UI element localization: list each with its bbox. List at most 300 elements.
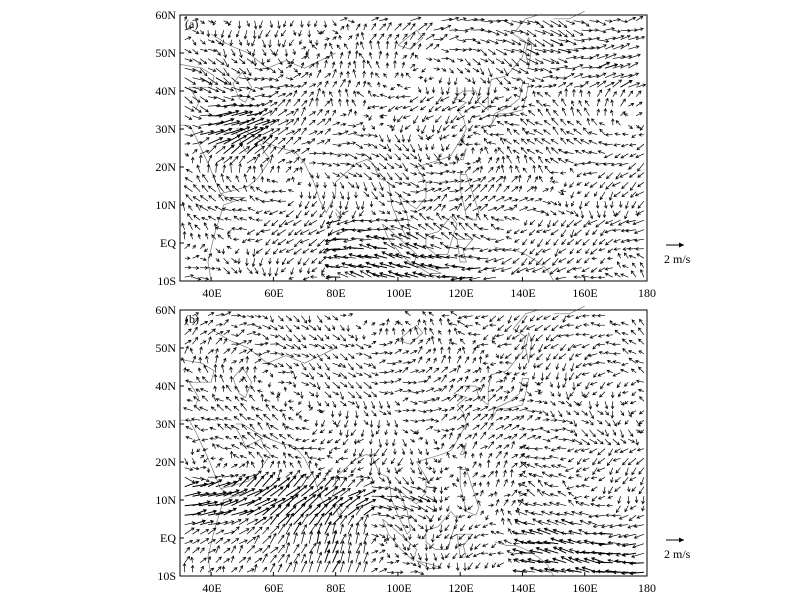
wind-arrow-icon (515, 344, 520, 350)
wind-arrow-icon (362, 125, 365, 131)
wind-arrow-icon (385, 329, 388, 335)
wind-arrow-icon (403, 389, 411, 392)
wind-arrow-icon (537, 354, 543, 360)
wind-arrow-icon (309, 98, 313, 106)
wind-arrow-icon (184, 186, 192, 192)
wind-arrow-icon (530, 354, 535, 358)
wind-arrow-icon (422, 68, 426, 72)
wind-arrow-icon (496, 462, 500, 468)
wind-arrow-icon (519, 197, 527, 201)
wind-arrow-icon (330, 98, 333, 106)
wind-arrow-icon (418, 154, 421, 162)
wind-arrow-icon (636, 439, 639, 445)
coastline (460, 148, 466, 159)
wind-arrow-icon (488, 125, 496, 128)
wind-arrow-icon (497, 563, 504, 567)
wind-arrow-icon (449, 417, 456, 420)
wind-arrow-icon (257, 452, 262, 458)
wind-arrow-icon (418, 553, 421, 560)
wind-arrow-icon (270, 325, 277, 330)
wind-arrow-icon (557, 382, 560, 388)
wind-arrow-icon (448, 106, 457, 110)
wind-arrow-icon (574, 129, 582, 135)
wind-arrow-icon (551, 148, 558, 154)
wind-arrow-icon (606, 133, 613, 136)
wind-arrow-icon (270, 461, 273, 468)
wind-arrow-icon (288, 201, 294, 206)
wind-arrow-icon (215, 349, 218, 354)
wind-arrow-icon (552, 181, 558, 184)
wind-arrow-icon (278, 325, 283, 328)
wind-arrow-icon (410, 97, 418, 102)
wind-arrow-icon (434, 389, 442, 392)
wind-arrow-icon (401, 218, 410, 221)
wind-arrow-icon (628, 17, 635, 21)
wind-arrow-icon (578, 540, 590, 543)
wind-arrow-icon (216, 530, 224, 534)
wind-arrow-icon (574, 430, 577, 437)
wind-arrow-icon (542, 492, 551, 497)
wind-arrow-icon (583, 458, 590, 461)
wind-arrow-icon (379, 371, 387, 374)
wind-arrow-icon (514, 316, 519, 320)
wind-arrow-icon (596, 515, 605, 518)
wind-arrow-icon (581, 502, 590, 505)
wind-arrow-icon (535, 210, 544, 213)
wind-arrow-icon (426, 58, 432, 61)
wind-arrow-icon (208, 49, 216, 52)
latitude-labels (155, 8, 176, 288)
wind-arrow-icon (340, 123, 346, 126)
wind-arrow-icon (280, 211, 286, 214)
wind-arrow-icon (379, 135, 383, 142)
wind-arrow-icon (264, 220, 270, 226)
wind-arrow-icon (278, 485, 289, 496)
wind-arrow-icon (193, 337, 198, 344)
wind-arrow-icon (301, 363, 306, 370)
wind-arrow-icon (401, 73, 404, 77)
wind-arrow-icon (234, 406, 239, 410)
wind-arrow-icon (452, 265, 465, 268)
wind-arrow-icon (434, 188, 442, 192)
wind-arrow-icon (410, 106, 418, 111)
wind-arrow-icon (445, 496, 449, 500)
wind-arrow-icon (286, 99, 290, 106)
wind-arrow-icon (348, 20, 354, 23)
wind-arrow-icon (442, 435, 446, 440)
wind-arrow-icon (191, 449, 194, 455)
wind-arrow-icon (577, 382, 582, 386)
wind-arrow-icon (208, 96, 216, 99)
wind-arrow-icon (597, 90, 601, 97)
wind-arrow-icon (348, 392, 355, 398)
wind-arrow-icon (340, 18, 347, 21)
wind-arrow-icon (270, 68, 275, 73)
wind-arrow-icon (267, 179, 270, 182)
wind-arrow-icon (270, 91, 278, 96)
wind-arrow-icon (209, 196, 216, 202)
wind-arrow-icon (471, 454, 474, 459)
wind-arrow-icon (231, 314, 240, 317)
wind-arrow-icon (294, 109, 299, 116)
wind-arrow-icon (557, 268, 566, 272)
wind-arrow-icon (425, 553, 428, 561)
wind-arrow-icon (530, 316, 535, 321)
wind-arrow-icon (224, 548, 230, 553)
wind-arrow-icon (301, 382, 308, 385)
wind-arrow-icon (449, 198, 458, 201)
wind-arrow-icon (533, 166, 536, 173)
lon-label: 60E (264, 581, 284, 595)
wind-arrow-icon (356, 134, 364, 137)
wind-arrow-icon (278, 335, 285, 340)
wind-arrow-icon (538, 239, 543, 247)
wind-arrow-icon (317, 401, 321, 406)
wind-arrow-icon (387, 381, 394, 384)
wind-arrow-icon (624, 114, 628, 117)
wind-arrow-icon (418, 207, 425, 211)
wind-arrow-icon (496, 206, 504, 211)
wind-arrow-icon (185, 556, 190, 562)
wind-arrow-icon (488, 185, 494, 192)
wind-arrow-icon (398, 458, 403, 465)
wind-arrow-icon (558, 465, 566, 468)
wind-arrow-icon (185, 134, 193, 137)
wind-arrow-icon (395, 24, 402, 31)
wind-arrow-icon (440, 468, 443, 474)
wind-arrow-icon (270, 102, 277, 106)
wind-arrow-icon (638, 163, 644, 171)
wind-arrow-icon (434, 439, 437, 444)
wind-arrow-icon (527, 140, 535, 145)
wind-arrow-icon (625, 211, 629, 219)
wind-arrow-icon (188, 388, 192, 391)
wind-arrow-icon (185, 477, 195, 483)
wind-arrow-icon (208, 40, 214, 43)
wind-arrow-icon (319, 467, 325, 470)
wind-arrow-icon (615, 154, 621, 158)
wind-arrow-icon (283, 21, 286, 27)
wind-arrow-icon (193, 40, 196, 45)
wind-arrow-icon (347, 325, 350, 331)
wind-arrow-icon (374, 246, 387, 249)
wind-arrow-icon (589, 401, 592, 409)
wind-arrow-icon (286, 131, 295, 135)
wind-arrow-icon (379, 569, 387, 573)
wind-arrow-icon (395, 73, 398, 78)
wind-arrow-icon (640, 270, 644, 278)
wind-arrow-icon (406, 321, 411, 325)
wind-arrow-icon (338, 468, 341, 473)
wind-arrow-icon (231, 464, 237, 467)
wind-arrow-icon (361, 32, 364, 39)
wind-arrow-icon (200, 455, 204, 458)
wind-arrow-icon (195, 225, 200, 230)
wind-arrow-icon (387, 144, 391, 151)
wind-arrow-icon (309, 84, 316, 87)
wind-arrow-icon (496, 451, 501, 458)
wind-arrow-icon (224, 417, 231, 420)
wind-arrow-icon (340, 182, 343, 188)
wind-arrow-icon (324, 21, 327, 28)
wind-arrow-icon (519, 382, 525, 386)
wind-arrow-icon (276, 258, 279, 264)
wind-arrow-icon (447, 453, 450, 459)
wind-arrow-icon (566, 334, 574, 337)
wind-arrow-icon (440, 347, 443, 354)
wind-arrow-icon (246, 367, 249, 373)
wind-arrow-icon (574, 74, 583, 78)
wind-arrow-icon (387, 515, 395, 519)
wind-arrow-icon (312, 45, 317, 49)
wind-arrow-icon (446, 553, 450, 558)
wind-arrow-icon (583, 239, 590, 245)
wind-arrow-icon (340, 26, 344, 30)
wind-arrow-icon (618, 420, 621, 425)
wind-arrow-icon (496, 446, 502, 449)
wind-arrow-icon (527, 399, 533, 402)
wind-arrow-icon (479, 357, 482, 364)
wind-arrow-icon (200, 258, 206, 261)
wind-arrow-icon (464, 563, 467, 571)
wind-arrow-icon (534, 503, 543, 506)
wind-arrow-icon (570, 168, 574, 172)
wind-arrow-icon (522, 344, 528, 349)
lat-label: 30N (155, 122, 176, 136)
wind-arrow-icon (616, 506, 620, 513)
wind-arrow-icon (395, 401, 400, 405)
wind-arrow-icon (268, 268, 271, 276)
wind-arrow-icon (278, 535, 284, 544)
wind-arrow-icon (576, 239, 582, 244)
wind-arrow-icon (597, 411, 603, 415)
wind-arrow-icon (314, 21, 317, 27)
wind-arrow-icon (263, 158, 269, 163)
wind-arrow-icon (224, 320, 229, 326)
wind-arrow-icon (589, 151, 597, 154)
wind-arrow-icon (410, 439, 414, 442)
wind-arrow-icon (480, 196, 487, 201)
wind-arrow-icon (410, 570, 417, 573)
wind-arrow-icon (364, 344, 372, 347)
wind-arrow-icon (224, 331, 230, 335)
wind-arrow-icon (593, 239, 597, 245)
wind-arrow-icon (600, 392, 605, 397)
wind-arrow-icon (211, 457, 216, 460)
wind-arrow-icon (388, 96, 395, 99)
wind-arrow-icon (193, 477, 204, 480)
wind-arrow-icon (213, 21, 216, 25)
wind-arrow-icon (247, 331, 256, 334)
wind-arrow-icon (597, 99, 600, 106)
wind-arrow-icon (333, 344, 338, 348)
wind-arrow-icon (290, 463, 294, 468)
wind-arrow-icon (488, 423, 493, 430)
wind-arrow-icon (623, 133, 629, 136)
map-panel-b (0, 298, 800, 596)
wind-arrow-icon (586, 230, 589, 236)
wind-arrow-icon (410, 468, 414, 473)
wind-arrow-icon (443, 125, 449, 130)
wind-arrow-icon (426, 154, 429, 160)
wind-arrow-icon (304, 419, 309, 422)
wind-arrow-icon (545, 159, 550, 163)
wind-arrow-icon (356, 24, 360, 30)
wind-arrow-icon (294, 354, 301, 357)
wind-arrow-icon (426, 398, 435, 401)
wind-arrow-icon (418, 144, 421, 151)
wind-arrow-icon (567, 315, 574, 318)
wind-arrow-icon (200, 21, 204, 24)
wind-arrow-icon (524, 155, 527, 163)
wind-arrow-icon (189, 222, 193, 229)
wind-arrow-icon (300, 230, 309, 235)
wind-arrow-icon (465, 435, 472, 439)
wind-arrow-icon (186, 426, 193, 429)
wind-arrow-icon (253, 30, 256, 39)
wind-arrow-icon (410, 24, 415, 31)
wind-arrow-icon (224, 49, 227, 57)
wind-arrow-icon (561, 220, 566, 226)
wind-arrow-icon (554, 110, 559, 115)
wind-arrow-icon (474, 553, 481, 556)
wind-arrow-icon (403, 562, 410, 565)
wind-arrow-icon (288, 454, 293, 458)
lon-label: 40E (202, 286, 222, 298)
wind-arrow-icon (376, 430, 379, 434)
wind-arrow-icon (631, 382, 636, 385)
wind-arrow-icon (330, 92, 333, 97)
wind-arrow-icon (418, 534, 421, 539)
wind-arrow-icon (216, 158, 224, 164)
wind-arrow-icon (449, 48, 458, 51)
wind-arrow-icon (183, 563, 186, 572)
wind-arrow-icon (193, 266, 199, 269)
wind-arrow-icon (241, 403, 247, 410)
coastline (180, 359, 214, 405)
wind-arrow-icon (294, 544, 299, 553)
wind-arrow-icon (542, 139, 551, 144)
wind-arrow-icon (573, 267, 581, 270)
wind-arrow-icon (448, 78, 451, 85)
wind-arrow-icon (346, 411, 349, 419)
wind-arrow-icon (355, 411, 358, 418)
wind-arrow-icon (496, 354, 499, 358)
wind-arrow-icon (258, 422, 263, 429)
wind-arrow-icon (636, 247, 644, 250)
wind-arrow-icon (263, 554, 268, 563)
wind-arrow-icon (504, 68, 508, 76)
wind-arrow-icon (421, 106, 426, 110)
wind-arrow-icon (394, 430, 397, 435)
wind-arrow-icon (614, 192, 621, 197)
wind-arrow-icon (231, 325, 237, 328)
wind-arrow-icon (465, 78, 471, 82)
wind-arrow-icon (523, 168, 527, 173)
wind-arrow-icon (225, 406, 231, 411)
wind-arrow-icon (410, 17, 420, 21)
wind-arrow-icon (229, 163, 232, 173)
wind-arrow-icon (487, 482, 490, 487)
wind-arrow-icon (410, 182, 419, 187)
wind-arrow-icon (341, 457, 349, 460)
wind-arrow-icon (317, 30, 321, 34)
wind-arrow-icon (364, 490, 376, 496)
wind-arrow-icon (598, 151, 605, 154)
wind-arrow-icon (301, 447, 309, 450)
wind-arrow-icon (627, 487, 630, 492)
wind-arrow-icon (480, 351, 484, 354)
wind-arrow-icon (611, 201, 614, 208)
wind-arrow-icon (522, 354, 527, 359)
wind-arrow-icon (356, 344, 364, 349)
wind-arrow-icon (387, 23, 391, 31)
wind-arrow-icon (551, 171, 559, 174)
wind-arrow-icon (348, 132, 357, 135)
wind-arrow-icon (356, 373, 362, 376)
wind-arrow-icon (360, 244, 372, 249)
wind-arrow-icon (294, 335, 301, 342)
wind-arrow-icon (207, 468, 210, 473)
wind-arrow-icon (609, 487, 613, 494)
wind-arrow-icon (210, 437, 216, 440)
wind-arrow-icon (200, 539, 209, 544)
wind-arrow-icon (247, 68, 251, 75)
wind-arrow-icon (457, 415, 464, 421)
wind-arrow-icon (487, 78, 490, 84)
wind-arrow-icon (592, 496, 597, 501)
wind-arrow-icon (296, 427, 302, 430)
wind-arrow-icon (522, 97, 527, 101)
wind-arrow-icon (270, 335, 278, 338)
wind-arrow-icon (245, 258, 248, 265)
wind-arrow-icon (630, 154, 636, 157)
wind-arrow-icon (232, 227, 239, 230)
wind-arrow-icon (372, 559, 376, 563)
wind-arrow-icon (469, 125, 473, 131)
wind-arrow-icon (255, 527, 262, 534)
wind-arrow-icon (416, 430, 419, 435)
wind-arrow-icon (402, 62, 405, 68)
wind-arrow-icon (278, 545, 284, 553)
wind-arrow-icon (289, 400, 294, 403)
wind-arrow-icon (488, 494, 493, 497)
wind-arrow-icon (224, 59, 229, 67)
wind-arrow-icon (546, 335, 550, 341)
wind-arrow-icon (395, 553, 399, 557)
wind-arrow-icon (392, 439, 395, 446)
wind-arrow-icon (606, 342, 613, 345)
wind-arrow-icon (481, 552, 488, 555)
wind-arrow-icon (309, 152, 316, 155)
wind-arrow-icon (542, 511, 551, 515)
wind-arrow-icon (410, 563, 416, 566)
wind-arrow-icon (309, 220, 317, 225)
wind-arrow-icon (329, 468, 333, 473)
wind-arrow-icon (340, 363, 345, 367)
wind-arrow-icon (247, 417, 254, 420)
wind-arrow-icon (294, 392, 300, 395)
wind-arrow-icon (457, 378, 462, 382)
wind-arrow-icon (325, 472, 328, 477)
wind-arrow-icon (270, 166, 273, 172)
wind-arrow-icon (231, 59, 237, 63)
wind-arrow-icon (628, 439, 634, 442)
wind-arrow-icon (618, 253, 621, 258)
wind-arrow-icon (619, 163, 628, 166)
wind-arrow-icon (379, 201, 384, 205)
wind-arrow-icon (193, 529, 200, 534)
